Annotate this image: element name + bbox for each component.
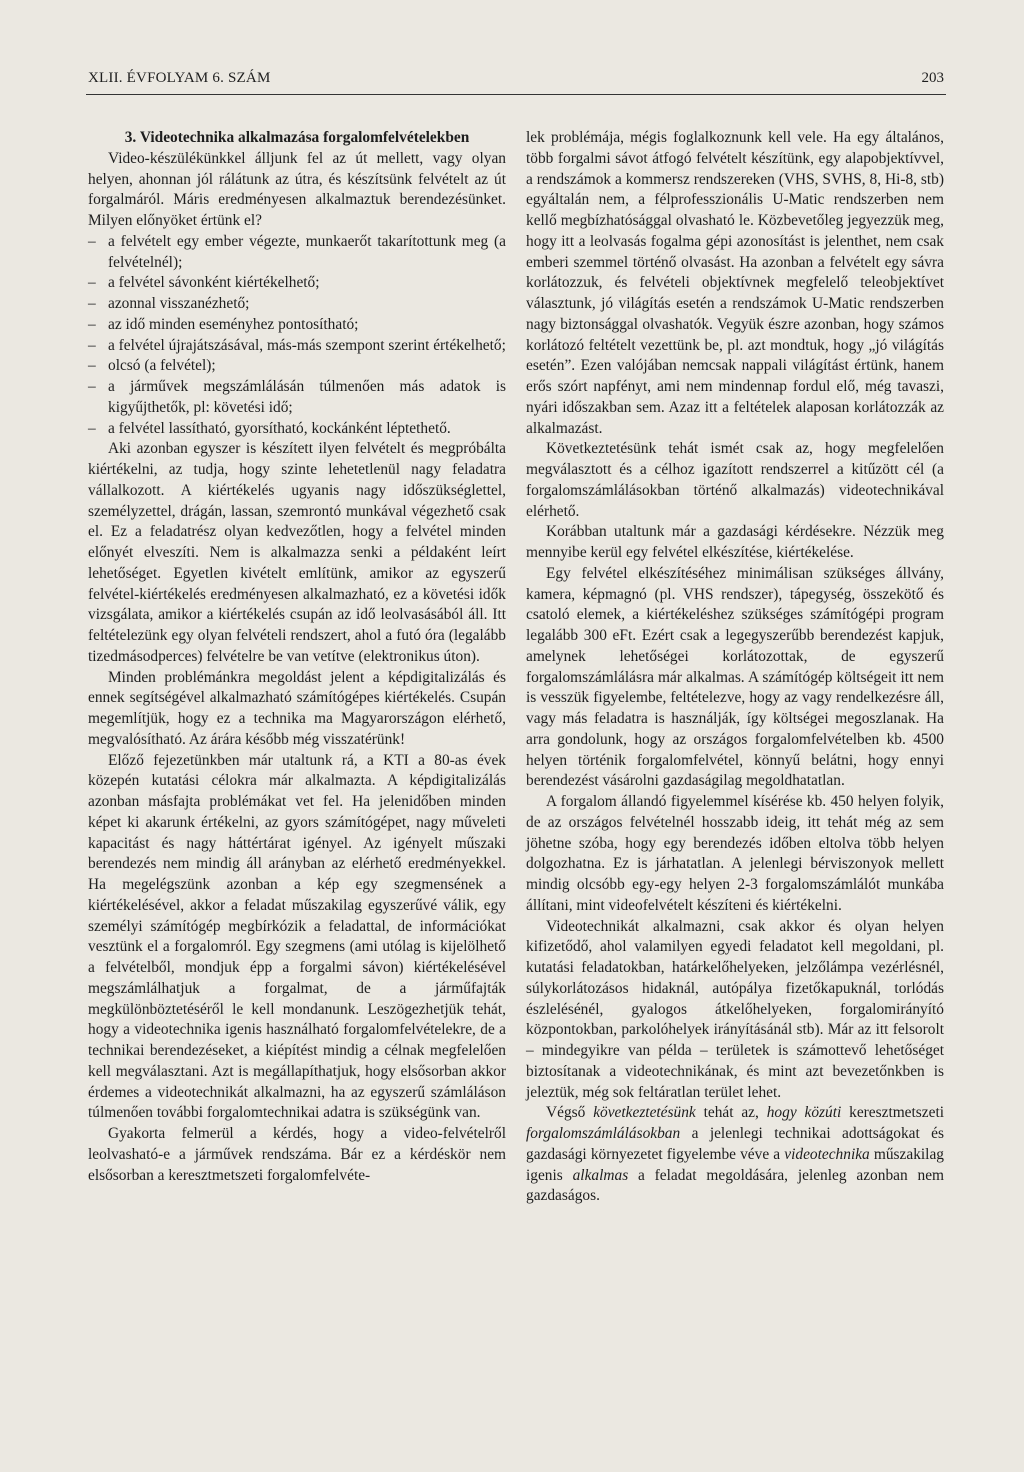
section-title: 3. Videotechnika alkalmazása forgalomfelvételekben <box>124 129 470 146</box>
list-item: – a felvételt egy ember végezte, munkaerőt takarítottunk meg (a felvételnél); <box>88 232 506 271</box>
page-number: 203 <box>921 70 944 86</box>
body-paragraph: Minden problémánkra megoldást jelent a képdigitalizálás és ennek segítségével alkalmazható számítógépes kiértékelés. Csupán megemlítjük, hogy ez a technika ma Magyarországon elérhető, megvalósítható. Az árára később még visszatérünk! <box>88 668 506 748</box>
list-item: – a felvétel sávonként kiértékelhető; <box>88 274 320 292</box>
list-item: – a felvétel lassítható, gyorsítható, kockánként léptethető. <box>88 419 451 437</box>
body-paragraph: Egy felvétel elkészítéséhez minimálisan szükséges állvány, kamera, képmagnó (pl. VHS rendszer), tápegység, összekötő és csatoló elemek, a kiértékeléshez szükséges számítógépi program legalább 300 eFt. Ezért csak a legegyszerűbb berendezést kapjuk, amelynek lehetőségei korlátozottak, de egyszerű forgalomszámlálásra már alkalmas. A számítógép költségeit itt nem is vesszük figyelembe, feltételezve, hogy az vagy rendelkezésre áll, vagy más feladatra is használják, így költségei megoszlanak. Ha arra gondolunk, hogy az országos forgalomfelvételben kb. 4500 helyen történik forgalomfelvétel, könnyű belátni, hogy ennyi berendezést vásárolni gazdaságilag megoldhatatlan. <box>526 564 944 790</box>
body-paragraph: Előző fejezetünkben már utaltunk rá, a KTI a 80-as évek közepén kutatási célokra már alkalmazta. A képdigitalizálás azonban másfajta problémákat vet fel. Ha jelenidőben minden képet ki akarunk értékelni, az gyors számítógépet, nagy műveleti kapacitást és nagy háttértárat igényel. Az igényelt műszaki berendezés nem mindig áll arányban az elérhető eredményekkel. Ha megelégszünk azonban a kép egy szegmensének a kiértékelésével, akkor a feladat műszakilag egyszerűvé válik, egy személyi számítógép megbírkózik a feladattal, de információkat vesztünk el a forgalomról. Egy szegmens (ami utólag is kijelölhető a felvételből, mondjuk épp a forgalmi sávon) kiértékelésével megszámlálhatjuk a forgalmat, de a járműfajták megkülönböztetéséről le kell mondanunk. Leszögezhetjük tehát, hogy a videotechnika igenis használható forgalomfelvételekre, de a technikai berendezéseket, a kiépítést mindig a célnak megfelelően kell megválasztani. Azt is megállapíthatjuk, hogy elsősorban akkor érdemes a videotechnikát alkalmazni, ha az egyszerű számláláson túlmenően további forgalomtechnikai adatra is szükségünk van. <box>88 751 506 1122</box>
body-paragraph: Következtetésünk tehát ismét csak az, hogy megfelelően megválasztott és a célhoz igazított rendszerrel a kitűzött cél (a forgalomszámlálásokban történő alkalmazás) videotechnikával elérhető. <box>526 440 944 520</box>
list-item: – a felvétel újrajátszásával, más-más szempont szerint értékelhető; <box>88 336 506 354</box>
body-paragraph: Aki azonban egyszer is készített ilyen felvételt és megpróbálta kiértékelni, az tudja, hogy szinte lehetetlenül nagy feladatra vállalkozott. A kiértékelés ugyanis nagy időszükséglettel, személyzettel, drágán, lassan, szemrontó munkával végezhető csak el. Ez a feladatrész olyan kedvezőtlen, hogy a felvétel minden előnyét elveszíti. Nem is alkalmazza senki a példaként leírt lehetőséget. Egyetlen kivételt említünk, amikor az egyszerű felvétel-kiértékelés eredményesen alkalmazható, ez a követési idők vizsgálata, amikor a kiértékelés csupán az idő leolvasásából áll. Itt feltételezünk egy olyan felvételi rendszert, ahol a futó óra (legalább tizedmásodperces) felvételre be van vetítve (elektronikus úton). <box>88 440 506 665</box>
body-paragraph: lek problémája, mégis foglalkoznunk kell vele. Ha egy általános, több forgalmi sávot átfogó felvételt készítünk, egy alapobjektívvel, a rendszámok a kommersz rendszereken (VHS, SVHS, 8, Hi-8, stb) egyáltalán nem, a félprofesszionális U-Matic rendszerben nem kellő megbízhatósággal olvasható le. Közbevetőleg jegyezzük meg, hogy itt a leolvasás fogalma gépi azonosítást is jelenthet, nem csak emberi szemmel történő olvasást. Ha azonban a felvételt egy sávra korlátozzuk, és felvételi objektívnek megfelelő teleobjektívet választunk, jó világítás esetén a rendszámok U-Matic rendszerben nagy biztonsággal olvashatók. Vegyük észre azonban, hogy számos korlátozó feltételt vezettünk be, pl. azt mondtuk, hogy „jó világítás esetén”. Ezen valójában nemcsak nappali világítást értünk, hanem erős szórt napfényt, ami nem mindennap fordul elő, még tavaszi, nyári időszakban sem. Azaz itt a feltételek alaposan korlátozzák az alkalmazást. <box>526 129 944 437</box>
list-item: – olcsó (a felvétel); <box>88 357 216 375</box>
body-paragraph: A forgalom állandó figyelemmel kísérése kb. 450 helyen folyik, de az országos felvételnél hosszabb ideig, itt tehát még az sem jöhetne szóba, hogy egy berendezés időben eltolva több helyen dolgozhatna. Ez is járhatatlan. A jelenlegi bérviszonyok mellett mindig olcsóbb egy-egy helyen 2-3 forgalomszámlálót munkába állítani, mint videofelvételt készíteni és kiértékelni. <box>526 793 944 914</box>
right-column <box>526 128 944 1207</box>
body-paragraph: Videotechnikát alkalmazni, csak akkor és olyan helyen kifizetődő, ahol valamilyen egyedi feladatot kell megoldani, pl. kutatási feladatokban, határkelőhelyeken, jelzőlámpa vezérlésnél, súlykorlátozásos hidaknál, autópálya fizetőkapuknál, torlódás észlelésénél, gyalogos átkelőhelyeken, forgalomirányító központokban, parkolóhelyek irányításánál stb). Már az itt felsorolt – mindegyikre van példa – területek is számottevő lehetőséget biztosítanak a videotechnikának, és mint azt bevezetőnkben is jeleztük, még sok feltáratlan terület lehet. <box>526 917 944 1101</box>
left-column <box>88 128 506 1186</box>
list-item: – a járművek megszámlálásán túlmenően más adatok is kigyűjthetők, pl: követési idő; <box>88 378 506 416</box>
running-header <box>86 66 946 95</box>
conclusion-paragraph: Végső következtetésünk tehát az, hogy közúti keresztmetszeti forgalomszámlálásokban a jelenlegi technikai adottságokat és gazdasági környezetet figyelembe véve a videotechnika műszakilag igenis alkalmas a feladat megoldására, jelenleg azonban nem gazdaságos. <box>526 1104 944 1205</box>
intro-paragraph: Video-készülékünkkel álljunk fel az út mellett, vagy olyan helyen, ahonnan jól rálátunk az útra, és készítsünk felvételt az út forgalmáról. Máris eredményesen alkalmaztuk berendezésünket. Milyen előnyöket értünk el? <box>88 149 506 229</box>
running-title: XLII. ÉVFOLYAM 6. SZÁM <box>88 70 271 86</box>
body-paragraph: Gyakorta felmerül a kérdés, hogy a video-felvételről leolvasható-e a járművek rendszáma. Bár ez a kérdéskör nem elsősorban a keresztmetszeti forgalomfelvéte- <box>88 1125 506 1184</box>
body-paragraph: Korábban utaltunk már a gazdasági kérdésekre. Nézzük meg mennyibe kerül egy felvétel elkészítése, kiértékelése. <box>526 523 944 561</box>
advantages-list <box>88 232 506 440</box>
list-item: – azonnal visszanézhető; <box>88 295 250 312</box>
list-item: – az idő minden eseményhez pontosítható; <box>88 315 359 333</box>
